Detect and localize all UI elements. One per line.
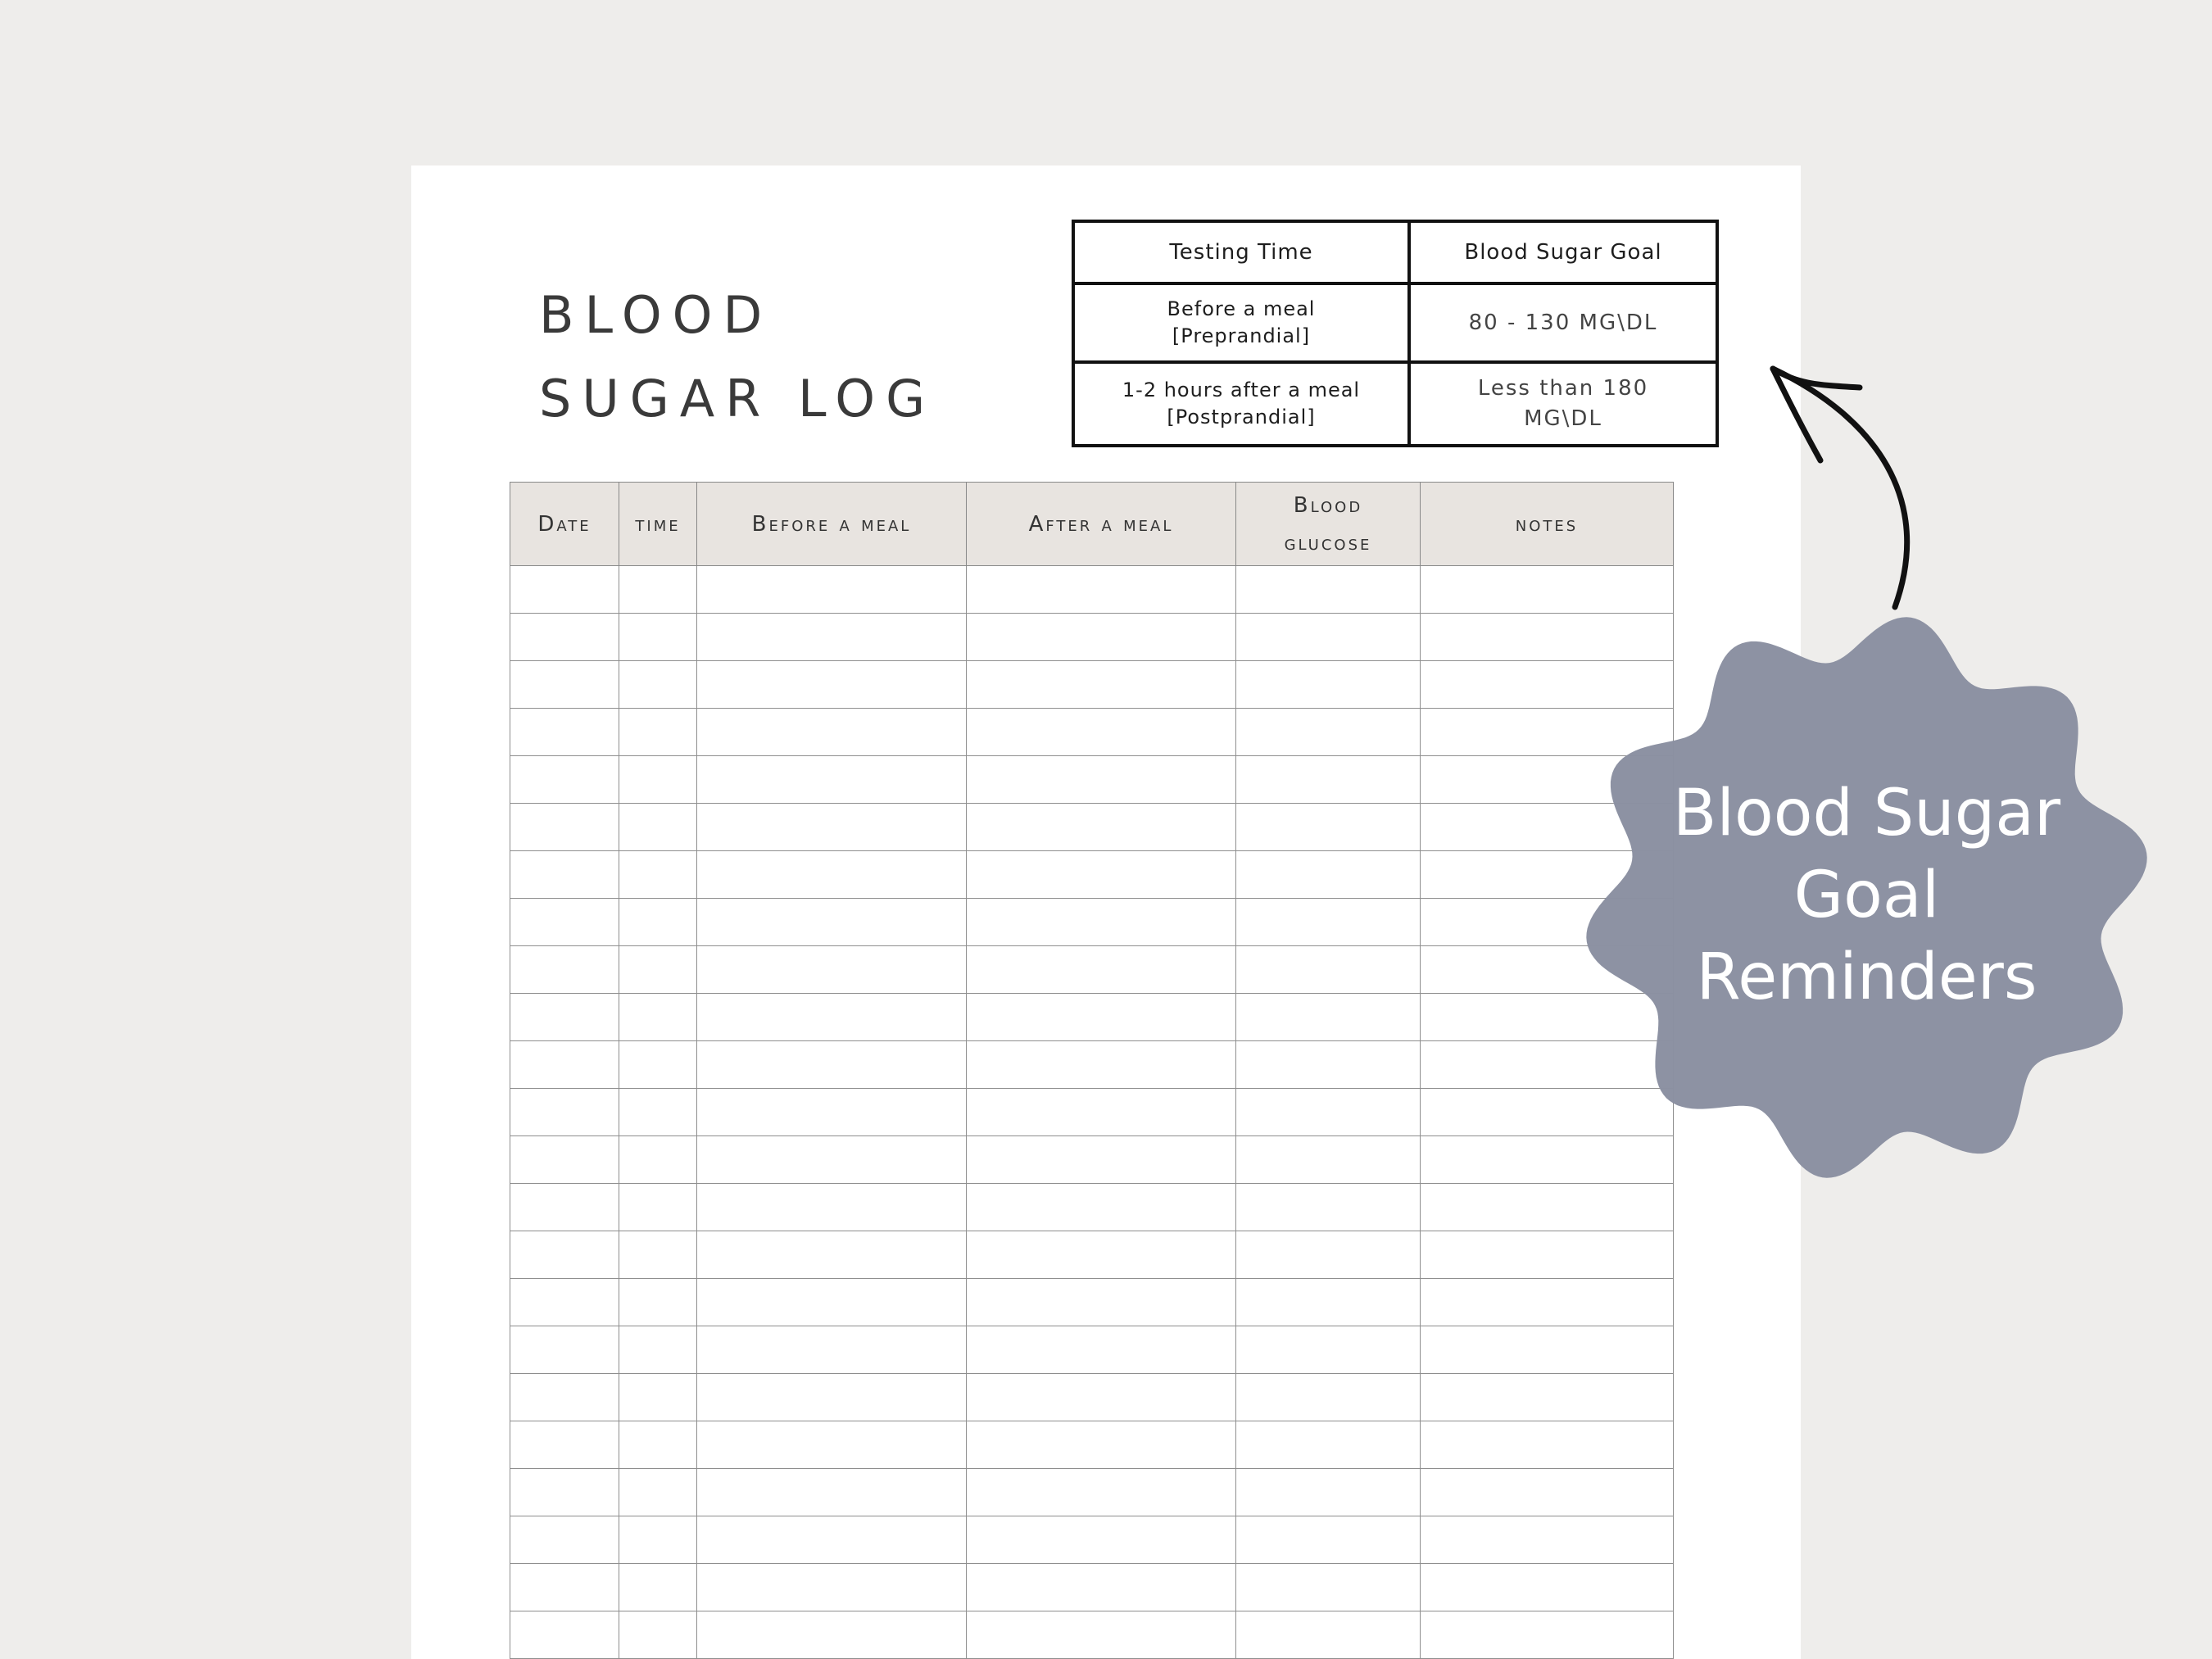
goal-testing-time-cell	[1073, 362, 1409, 446]
log-header-row	[510, 483, 1674, 566]
log-cell-before-meal[interactable]	[697, 1374, 967, 1421]
log-cell-date[interactable]	[510, 1279, 619, 1326]
testing-time-subtext: [Postprandial]	[1167, 406, 1316, 428]
log-cell-time[interactable]	[619, 1326, 697, 1374]
log-cell-notes[interactable]	[1421, 1469, 1674, 1516]
log-cell-after-meal[interactable]	[967, 994, 1236, 1041]
log-cell-blood-glucose[interactable]	[1236, 851, 1421, 899]
log-cell-date[interactable]	[510, 1326, 619, 1374]
log-cell-blood-glucose[interactable]	[1236, 1089, 1421, 1136]
table-row	[510, 851, 1674, 899]
log-cell-blood-glucose[interactable]	[1236, 661, 1421, 709]
log-cell-notes[interactable]	[1421, 1326, 1674, 1374]
blood-glucose-line-2: glucose	[1284, 530, 1372, 555]
log-cell-before-meal[interactable]	[697, 1136, 967, 1184]
log-cell-blood-glucose[interactable]	[1236, 899, 1421, 946]
log-cell-date[interactable]	[510, 1184, 619, 1231]
log-cell-date[interactable]	[510, 994, 619, 1041]
log-cell-before-meal[interactable]	[697, 1184, 967, 1231]
log-cell-blood-glucose[interactable]	[1236, 1231, 1421, 1279]
log-cell-time[interactable]	[619, 994, 697, 1041]
log-cell-before-meal[interactable]	[697, 566, 967, 614]
log-cell-blood-glucose[interactable]	[1236, 1279, 1421, 1326]
log-cell-date[interactable]	[510, 614, 619, 661]
log-cell-blood-glucose[interactable]	[1236, 756, 1421, 804]
log-cell-date[interactable]	[510, 1516, 619, 1564]
goal-value-cell	[1409, 362, 1717, 446]
log-cell-blood-glucose[interactable]	[1236, 1469, 1421, 1516]
goal-value-subtext: MG\DL	[1524, 406, 1602, 431]
title-line-1: BLOOD	[539, 285, 773, 345]
log-cell-before-meal[interactable]	[697, 1089, 967, 1136]
log-cell-blood-glucose[interactable]	[1236, 709, 1421, 756]
log-cell-before-meal[interactable]	[697, 661, 967, 709]
table-row	[510, 804, 1674, 851]
table-row	[510, 1136, 1674, 1184]
log-cell-date[interactable]	[510, 1611, 619, 1659]
badge-line-2: Goal	[1793, 859, 1940, 932]
table-row	[510, 1469, 1674, 1516]
goal-value-text: 80 - 130 MG\DL	[1468, 310, 1658, 335]
log-cell-notes[interactable]	[1421, 1421, 1674, 1469]
badge-text	[1577, 773, 2156, 1018]
table-row	[510, 1041, 1674, 1089]
log-table-body	[510, 566, 1674, 1659]
log-cell-after-meal[interactable]	[967, 804, 1236, 851]
log-cell-before-meal[interactable]	[697, 804, 967, 851]
goal-row	[1073, 283, 1717, 362]
log-cell-time[interactable]	[619, 566, 697, 614]
log-cell-blood-glucose[interactable]	[1236, 614, 1421, 661]
column-header-after-meal: After a meal	[967, 483, 1236, 566]
log-cell-time[interactable]	[619, 1136, 697, 1184]
log-cell-after-meal[interactable]	[967, 1326, 1236, 1374]
table-row	[510, 994, 1674, 1041]
column-header-before-meal: Before a meal	[697, 483, 967, 566]
log-cell-before-meal[interactable]	[697, 899, 967, 946]
log-cell-notes[interactable]	[1421, 1231, 1674, 1279]
log-cell-blood-glucose[interactable]	[1236, 1136, 1421, 1184]
log-cell-before-meal[interactable]	[697, 1611, 967, 1659]
testing-time-text: 1-2 hours after a meal	[1122, 378, 1361, 401]
log-cell-time[interactable]	[619, 1089, 697, 1136]
log-cell-notes[interactable]	[1421, 566, 1674, 614]
log-cell-date[interactable]	[510, 851, 619, 899]
log-cell-before-meal[interactable]	[697, 709, 967, 756]
badge-line-1: Blood Sugar	[1672, 777, 2061, 850]
log-cell-notes[interactable]	[1421, 1184, 1674, 1231]
log-cell-date[interactable]	[510, 946, 619, 994]
log-cell-time[interactable]	[619, 804, 697, 851]
log-cell-blood-glucose[interactable]	[1236, 1184, 1421, 1231]
log-cell-before-meal[interactable]	[697, 1279, 967, 1326]
log-cell-after-meal[interactable]	[967, 614, 1236, 661]
log-cell-before-meal[interactable]	[697, 1041, 967, 1089]
table-row	[510, 614, 1674, 661]
goal-testing-time-cell	[1073, 283, 1409, 362]
log-cell-time[interactable]	[619, 1041, 697, 1089]
log-cell-after-meal[interactable]	[967, 1231, 1236, 1279]
table-row	[510, 1611, 1674, 1659]
log-cell-blood-glucose[interactable]	[1236, 1611, 1421, 1659]
log-cell-time[interactable]	[619, 1374, 697, 1421]
log-cell-blood-glucose[interactable]	[1236, 1041, 1421, 1089]
table-row	[510, 1516, 1674, 1564]
log-cell-before-meal[interactable]	[697, 1421, 967, 1469]
log-cell-date[interactable]	[510, 899, 619, 946]
log-cell-blood-glucose[interactable]	[1236, 804, 1421, 851]
log-cell-notes[interactable]	[1421, 1279, 1674, 1326]
goal-header-testing-time: Testing Time	[1073, 221, 1409, 283]
badge-line-3: Reminders	[1696, 941, 2037, 1014]
log-cell-after-meal[interactable]	[967, 899, 1236, 946]
log-cell-time[interactable]	[619, 1564, 697, 1611]
log-cell-time[interactable]	[619, 899, 697, 946]
log-cell-blood-glucose[interactable]	[1236, 566, 1421, 614]
log-cell-date[interactable]	[510, 1469, 619, 1516]
table-row	[510, 709, 1674, 756]
goal-reminders-badge	[1577, 608, 2156, 1187]
log-cell-blood-glucose[interactable]	[1236, 1374, 1421, 1421]
log-cell-date[interactable]	[510, 566, 619, 614]
table-row	[510, 1231, 1674, 1279]
testing-time-text: Before a meal	[1167, 297, 1316, 320]
log-cell-after-meal[interactable]	[967, 566, 1236, 614]
log-cell-notes[interactable]	[1421, 1374, 1674, 1421]
log-cell-date[interactable]	[510, 1564, 619, 1611]
log-cell-date[interactable]	[510, 1041, 619, 1089]
table-row	[510, 1326, 1674, 1374]
goal-value-text: Less than 180	[1477, 376, 1649, 401]
log-cell-after-meal[interactable]	[967, 1564, 1236, 1611]
log-cell-date[interactable]	[510, 804, 619, 851]
log-cell-time[interactable]	[619, 851, 697, 899]
table-row	[510, 661, 1674, 709]
table-row	[510, 1421, 1674, 1469]
table-row	[510, 756, 1674, 804]
table-row	[510, 1374, 1674, 1421]
log-cell-time[interactable]	[619, 1184, 697, 1231]
log-cell-after-meal[interactable]	[967, 1611, 1236, 1659]
column-header-time: time	[619, 483, 697, 566]
log-cell-time[interactable]	[619, 1469, 697, 1516]
goal-value-cell	[1409, 283, 1717, 362]
log-cell-blood-glucose[interactable]	[1236, 1516, 1421, 1564]
log-cell-after-meal[interactable]	[967, 1374, 1236, 1421]
log-cell-time[interactable]	[619, 946, 697, 994]
log-cell-date[interactable]	[510, 661, 619, 709]
log-cell-time[interactable]	[619, 1279, 697, 1326]
log-cell-after-meal[interactable]	[967, 1279, 1236, 1326]
log-cell-notes[interactable]	[1421, 1564, 1674, 1611]
log-cell-time[interactable]	[619, 1421, 697, 1469]
log-cell-notes[interactable]	[1421, 1516, 1674, 1564]
log-cell-time[interactable]	[619, 1231, 697, 1279]
log-cell-after-meal[interactable]	[967, 851, 1236, 899]
log-cell-before-meal[interactable]	[697, 614, 967, 661]
log-cell-time[interactable]	[619, 661, 697, 709]
column-header-notes: notes	[1421, 483, 1674, 566]
log-cell-before-meal[interactable]	[697, 1516, 967, 1564]
goal-row	[1073, 362, 1717, 446]
log-cell-after-meal[interactable]	[967, 1184, 1236, 1231]
blood-glucose-line-1: Blood	[1293, 492, 1363, 518]
title-line-2: SUGAR LOG	[539, 369, 936, 428]
log-cell-after-meal[interactable]	[967, 756, 1236, 804]
log-cell-time[interactable]	[619, 709, 697, 756]
log-cell-blood-glucose[interactable]	[1236, 1421, 1421, 1469]
log-cell-before-meal[interactable]	[697, 1326, 967, 1374]
log-cell-date[interactable]	[510, 1136, 619, 1184]
testing-time-subtext: [Preprandial]	[1172, 324, 1311, 347]
column-header-blood-glucose	[1236, 483, 1421, 566]
log-cell-before-meal[interactable]	[697, 851, 967, 899]
log-cell-blood-glucose[interactable]	[1236, 1326, 1421, 1374]
log-cell-date[interactable]	[510, 1231, 619, 1279]
log-table	[510, 482, 1674, 1659]
log-cell-after-meal[interactable]	[967, 661, 1236, 709]
page-title	[539, 274, 936, 441]
table-row	[510, 946, 1674, 994]
log-cell-date[interactable]	[510, 709, 619, 756]
log-cell-after-meal[interactable]	[967, 1469, 1236, 1516]
log-cell-after-meal[interactable]	[967, 1421, 1236, 1469]
log-cell-before-meal[interactable]	[697, 994, 967, 1041]
log-cell-after-meal[interactable]	[967, 709, 1236, 756]
table-row	[510, 566, 1674, 614]
log-cell-date[interactable]	[510, 1089, 619, 1136]
log-cell-before-meal[interactable]	[697, 1231, 967, 1279]
table-row	[510, 1279, 1674, 1326]
log-cell-time[interactable]	[619, 756, 697, 804]
log-cell-date[interactable]	[510, 756, 619, 804]
table-row	[510, 1089, 1674, 1136]
log-cell-date[interactable]	[510, 1374, 619, 1421]
log-cell-time[interactable]	[619, 614, 697, 661]
log-cell-time[interactable]	[619, 1516, 697, 1564]
table-row	[510, 1564, 1674, 1611]
log-cell-before-meal[interactable]	[697, 946, 967, 994]
log-cell-after-meal[interactable]	[967, 1516, 1236, 1564]
log-cell-after-meal[interactable]	[967, 946, 1236, 994]
log-cell-blood-glucose[interactable]	[1236, 946, 1421, 994]
table-row	[510, 1184, 1674, 1231]
log-cell-time[interactable]	[619, 1611, 697, 1659]
curved-arrow-icon	[1761, 352, 1925, 614]
log-cell-date[interactable]	[510, 1421, 619, 1469]
goal-table	[1072, 220, 1719, 447]
column-header-date: Date	[510, 483, 619, 566]
log-cell-blood-glucose[interactable]	[1236, 1564, 1421, 1611]
log-cell-blood-glucose[interactable]	[1236, 994, 1421, 1041]
goal-header-blood-sugar-goal: Blood Sugar Goal	[1409, 221, 1717, 283]
log-cell-before-meal[interactable]	[697, 1564, 967, 1611]
log-cell-notes[interactable]	[1421, 1611, 1674, 1659]
log-cell-after-meal[interactable]	[967, 1089, 1236, 1136]
log-cell-before-meal[interactable]	[697, 1469, 967, 1516]
log-cell-after-meal[interactable]	[967, 1041, 1236, 1089]
table-row	[510, 899, 1674, 946]
log-cell-before-meal[interactable]	[697, 756, 967, 804]
log-cell-after-meal[interactable]	[967, 1136, 1236, 1184]
